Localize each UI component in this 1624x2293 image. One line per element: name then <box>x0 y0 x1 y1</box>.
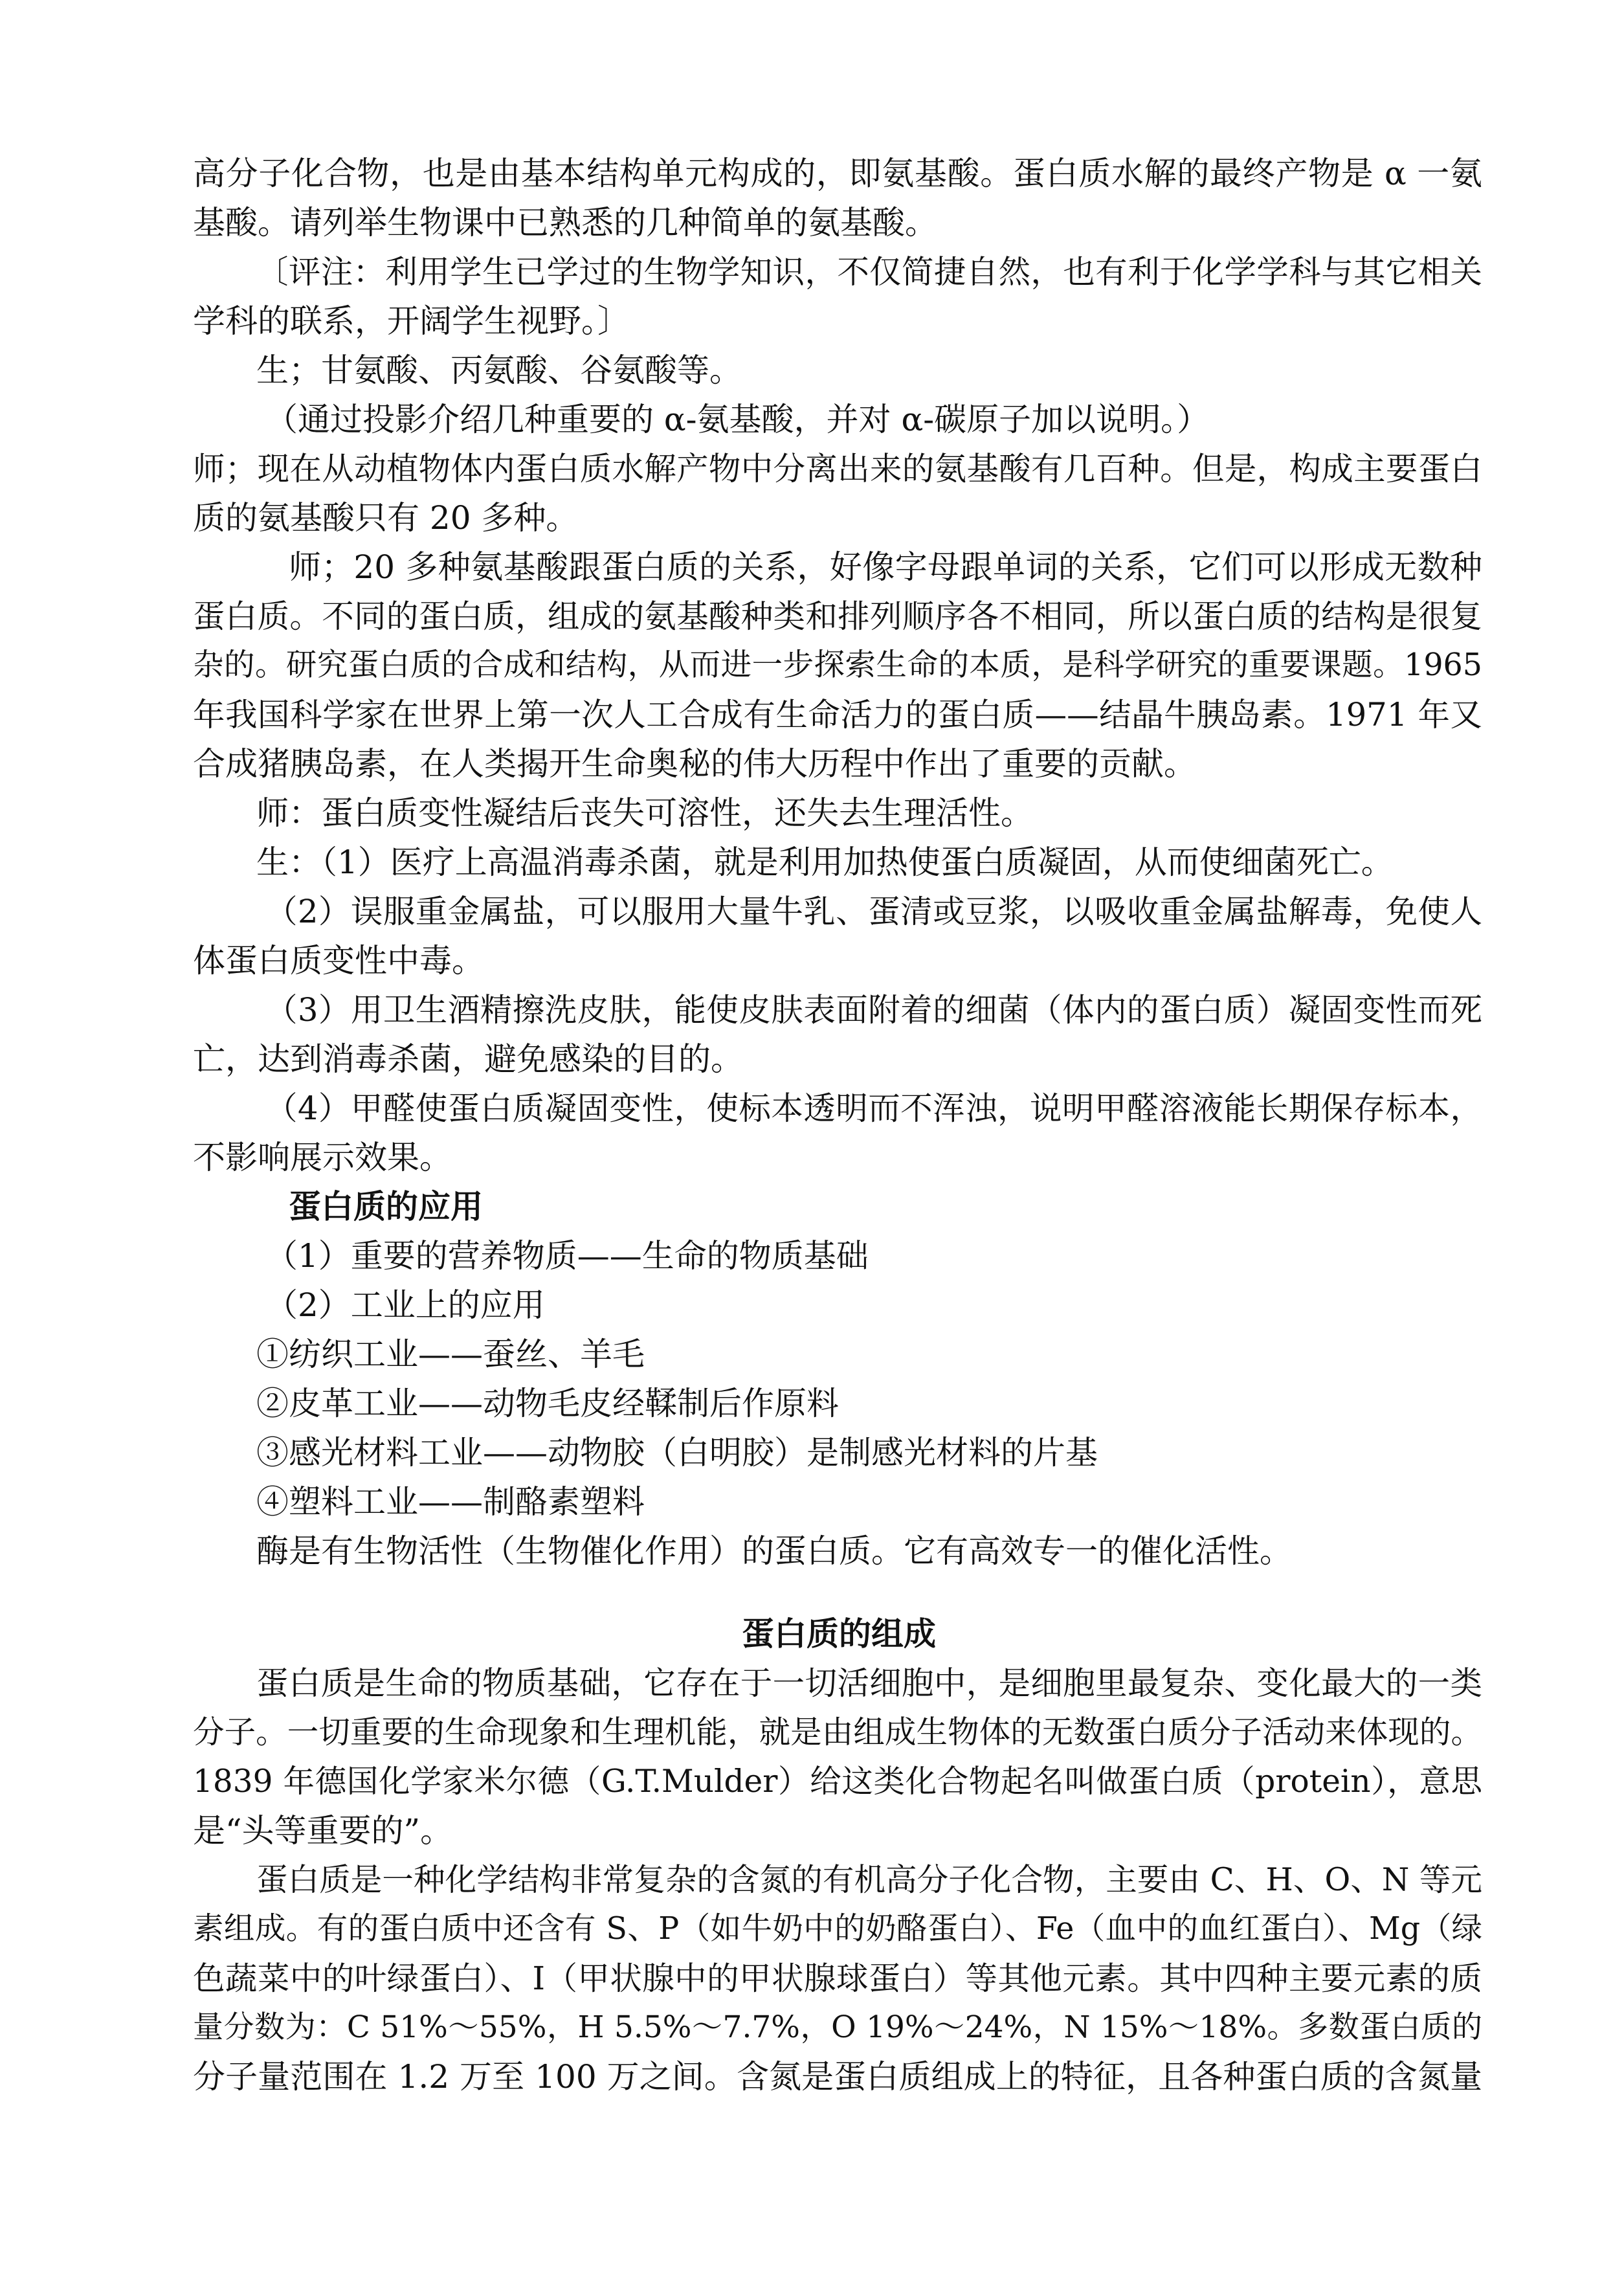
paragraph-line: 师：蛋白质变性凝结后丧失可溶性，还失去生理活性。 <box>256 794 1033 832</box>
paragraph-line: 质的氨基酸只有 20 多种。 <box>193 499 579 537</box>
paragraph-line: 蛋白质是生命的物质基础，它存在于一切活细胞中，是细胞里最复杂、变化最大的一类 <box>256 1664 1482 1702</box>
list-item: ②皮革工业——动物毛皮经鞣制后作原料 <box>256 1385 839 1422</box>
paragraph-line: 高分子化合物，也是由基本结构单元构成的，即氨基酸。蛋白质水解的最终产物是 α 一氨 <box>193 155 1482 192</box>
paragraph-line: 素组成。有的蛋白质中还含有 S、P（如牛奶中的奶酪蛋白）、Fe（血中的血红蛋白）、Mg（绿 <box>193 1911 1482 1947</box>
paragraph-line: 年我国科学家在世界上第一次人工合成有生命活力的蛋白质——结晶牛胰岛素。1971 年又 <box>193 696 1482 733</box>
paragraph-line: 学科的联系，开阔学生视野。〕 <box>193 302 630 340</box>
paragraph-line: 是“头等重要的”。 <box>193 1812 453 1850</box>
paragraph-line: 蛋白质。不同的蛋白质，组成的氨基酸种类和排列顺序各不相同，所以蛋白质的结构是很复 <box>193 598 1482 635</box>
section-heading: 蛋白质的应用 <box>289 1187 483 1225</box>
paragraph-line: （通过投影介绍几种重要的 α-氨基酸，并对 α-碳原子加以说明。） <box>265 401 1210 438</box>
paragraph-line: （4）甲醛使蛋白质凝固变性，使标本透明而不浑浊，说明甲醛溶液能长期保存标本， <box>265 1090 1482 1127</box>
paragraph-line: 分子量范围在 1.2 万至 100 万之间。含氮是蛋白质组成上的特征，且各种蛋白质的含氮量 <box>193 2058 1482 2096</box>
paragraph-line: 不影响展示效果。 <box>193 1139 452 1176</box>
list-item: ④塑料工业——制酪素塑料 <box>256 1483 645 1521</box>
paragraph-line: 杂的。研究蛋白质的合成和结构，从而进一步探索生命的本质，是科学研究的重要课题。1965 <box>193 647 1482 683</box>
paragraph-line: 师；20 多种氨基酸跟蛋白质的关系，好像字母跟单词的关系，它们可以形成无数种 <box>289 548 1482 586</box>
paragraph-line: （3）用卫生酒精擦洗皮肤，能使皮肤表面附着的细菌（体内的蛋白质）凝固变性而死 <box>265 991 1482 1029</box>
paragraph-line: 1839 年德国化学家米尔德（G.T.Mulder）给这类化合物起名叫做蛋白质（protein），意思 <box>193 1763 1482 1800</box>
paragraph-line: 生；甘氨酸、丙氨酸、谷氨酸等。 <box>256 352 742 389</box>
list-item: ①纺织工业——蚕丝、羊毛 <box>256 1336 645 1373</box>
paragraph-line: 〔评注：利用学生已学过的生物学知识，不仅简捷自然，也有利于化学学科与其它相关 <box>256 253 1482 291</box>
paragraph-line: 生：（1）医疗上高温消毒杀菌，就是利用加热使蛋白质凝固，从而使细菌死亡。 <box>256 844 1394 881</box>
paragraph-line: 酶是有生物活性（生物催化作用）的蛋白质。它有高效专一的催化活性。 <box>256 1532 1292 1570</box>
paragraph-line: 分子。一切重要的生命现象和生理机能，就是由组成生物体的无数蛋白质分子活动来体现的。 <box>193 1714 1482 1751</box>
paragraph-line: 基酸。请列举生物课中已熟悉的几种简单的氨基酸。 <box>193 204 937 241</box>
paragraph-line: 合成猪胰岛素，在人类揭开生命奥秘的伟大历程中作出了重要的贡献。 <box>193 745 1196 783</box>
section-title: 蛋白质的组成 <box>742 1615 936 1653</box>
paragraph-line: 亡，达到消毒杀菌，避免感染的目的。 <box>193 1040 743 1078</box>
paragraph-line: 体蛋白质变性中毒。 <box>193 942 484 979</box>
list-item: ③感光材料工业——动物胶（白明胶）是制感光材料的片基 <box>256 1434 1098 1471</box>
paragraph-line: 色蔬菜中的叶绿蛋白）、I（甲状腺中的甲状腺球蛋白）等其他元素。其中四种主要元素的质 <box>193 1960 1482 1997</box>
paragraph-line: 量分数为：C 51%～55%，H 5.5%～7.7%，O 19%～24%，N 15%～18%。多数蛋白质的 <box>193 2009 1482 2045</box>
list-item: （2）工业上的应用 <box>265 1286 545 1324</box>
paragraph-line: 师；现在从动植物体内蛋白质水解产物中分离出来的氨基酸有几百种。但是，构成主要蛋白 <box>193 450 1482 487</box>
paragraph-line: 蛋白质是一种化学结构非常复杂的含氮的有机高分子化合物，主要由 C、H、O、N 等元 <box>256 1862 1482 1898</box>
list-item: （1）重要的营养物质——生命的物质基础 <box>265 1237 869 1275</box>
paragraph-line: （2）误服重金属盐，可以服用大量牛乳、蛋清或豆浆，以吸收重金属盐解毒，免使人 <box>265 893 1482 930</box>
